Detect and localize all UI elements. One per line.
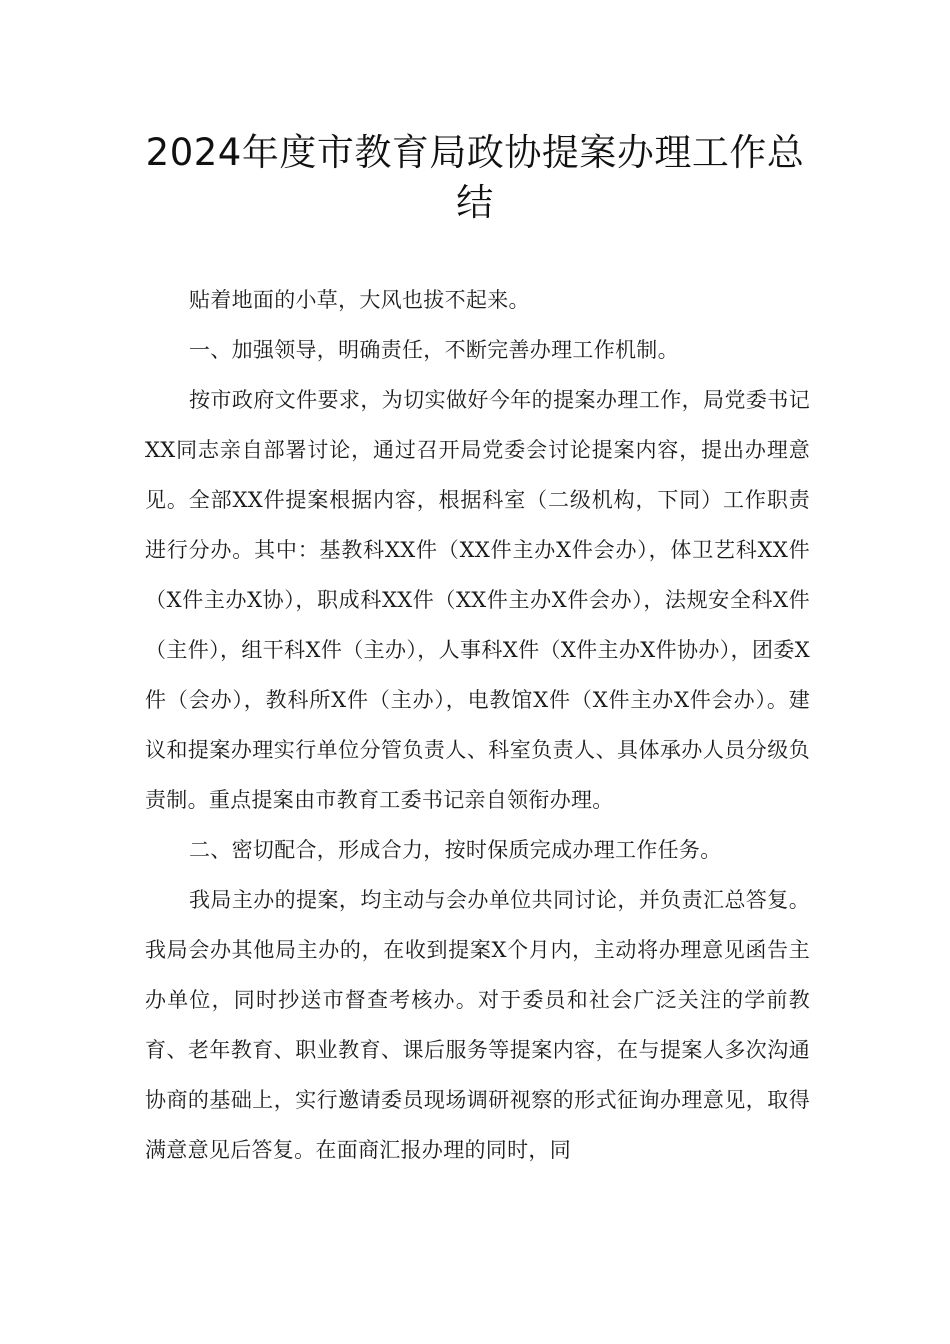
paragraph-section-2-heading: 二、密切配合，形成合力，按时保质完成办理工作任务。	[189, 838, 722, 862]
document-title: 2024年度市教育局政协提案办理工作总结	[145, 131, 805, 224]
document-body	[145, 275, 810, 1175]
paragraph-epigraph: 贴着地面的小草，大风也拔不起来。	[189, 288, 530, 312]
paragraph-section-2-body: 我局主办的提案，均主动与会办单位共同讨论，并负责汇总答复。我局会办其他局主办的，在收到提案X个月内，主动将办理意见函告主办单位，同时抄送市督查考核办。对于委员和社会广泛关注的学前教育、老年教育、职业教育、课后服务等提案内容，在与提案人多次沟通协商的基础上，实行邀请委员现场调研视察的形式征询办理意见，取得满意意见后答复。在面商汇报办理的同时，同	[145, 888, 810, 1162]
paragraph-section-1-body: 按市政府文件要求，为切实做好今年的提案办理工作，局党委书记XX同志亲自部署讨论，通过召开局党委会讨论提案内容，提出办理意见。全部XX件提案根据内容，根据科室（二级机构，下同）工作职责进行分办。其中：基教科XX件（XX件主办X件会办），体卫艺科XX件（X件主办X协），职成科XX件（XX件主办X件会办），法规安全科X件（主件），组干科X件（主办），人事科X件（X件主办X件协办），团委X件（会办），教科所X件（主办），电教馆X件（X件主办X件会办）。建议和提案办理实行单位分管负责人、科室负责人、具体承办人员分级负责制。重点提案由市教育工委书记亲自领衔办理。	[145, 388, 810, 812]
paragraph-section-1-heading: 一、加强领导，明确责任，不断完善办理工作机制。	[189, 338, 679, 362]
